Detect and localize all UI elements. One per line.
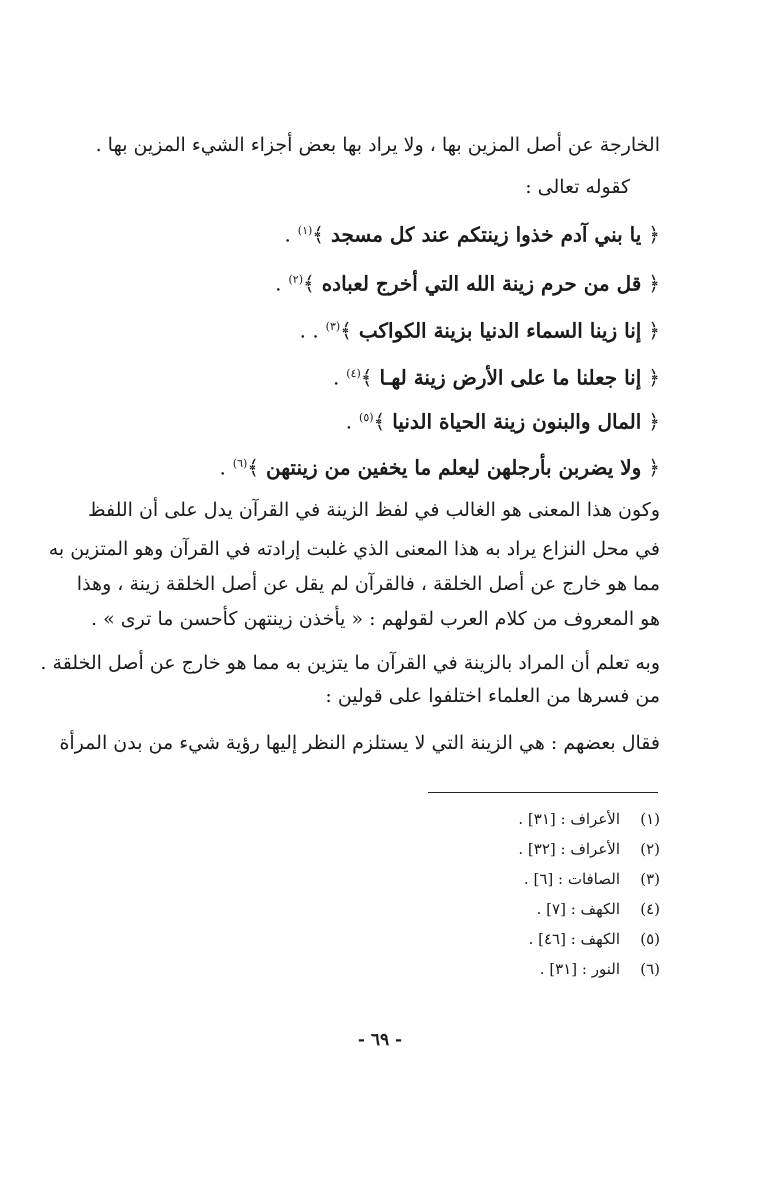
footnote-6 [540, 958, 660, 980]
verse-close-bracket: ﴾ [312, 222, 324, 247]
footnote-1 [518, 808, 660, 830]
footnote-number: (٥) [640, 930, 660, 948]
footnote-3 [524, 868, 660, 890]
footnote-ref: (٤) [346, 367, 361, 380]
paragraph-1-line-3: مما هو خارج عن أصل الخلقة ، فالقرآن لم يقل عن أصل الخلقة زينة ، وهذا [76, 573, 660, 595]
verse-tail: . [332, 365, 340, 390]
footnote-5 [529, 928, 660, 950]
verse-tail: . [219, 455, 226, 480]
verse-open-bracket: ﴿ [648, 409, 660, 434]
verse-4 [333, 358, 660, 394]
verse-3 [300, 311, 660, 347]
footnote-ref: (٥) [359, 411, 374, 424]
page-number: - ٦٩ - [357, 1030, 403, 1050]
verse-open-bracket: ﴿ [648, 318, 660, 343]
verse-tail: . [275, 271, 282, 296]
footnote-text: الكهف : [٤٦] . [528, 930, 620, 948]
verse-text: إنا زينا السماء الدنيا بزينة الكواكب [358, 318, 642, 343]
verse-1 [284, 215, 660, 251]
verse-open-bracket: ﴿ [648, 365, 660, 390]
verse-close-bracket: ﴾ [340, 318, 352, 343]
footnote-ref: (٢) [288, 273, 303, 286]
footnote-number: (٦) [640, 960, 660, 978]
paragraph-3-line-1: فقال بعضهم : هي الزينة التي لا يستلزم النظر إليها رؤية شيء من بدن المرأة [59, 732, 660, 754]
verse-open-bracket: ﴿ [648, 455, 660, 480]
footnote-text: الكهف : [٧] . [536, 900, 620, 918]
verse-open-bracket: ﴿ [648, 222, 660, 247]
footnote-text: النور : [٣١] . [539, 960, 620, 978]
footnote-2 [518, 838, 660, 860]
verse-text: قل من حرم زينة الله التي أخرج لعباده [321, 271, 642, 296]
footnote-number: (٣) [640, 870, 660, 888]
footnote-separator [428, 792, 658, 793]
verse-text: إنا جعلنا ما على الأرض زينة لهـا [379, 365, 642, 390]
footnote-number: (٤) [640, 900, 660, 918]
paragraph-2-line-2: من فسرها من العلماء اختلفوا على قولين : [325, 685, 660, 707]
verse-tail: . [284, 222, 291, 247]
verse-close-bracket: ﴾ [360, 365, 373, 390]
verse-text: يا بني آدم خذوا زينتكم عند كل مسجد [330, 222, 642, 247]
verse-close-bracket: ﴾ [247, 455, 259, 480]
footnote-ref: (٣) [325, 320, 341, 333]
paragraph-1-line-2: في محل النزاع يراد به هذا المعنى الذي غلبت إرادته في القرآن وهو المتزين به [48, 538, 660, 560]
verse-text: ولا يضربن بأرجلهن ليعلم ما يخفين من زينتهن [265, 455, 642, 480]
verse-text: المال والبنون زينة الحياة الدنيا [392, 409, 642, 434]
verse-5 [346, 402, 660, 438]
footnote-text: الصافات : [٦] . [523, 870, 620, 888]
verse-tail: . [345, 409, 353, 434]
paragraph-1-line-4: هو المعروف من كلام العرب لقولهم : « يأخذن زينتهن كأحسن ما ترى » . [91, 608, 660, 630]
verse-2 [275, 264, 660, 300]
footnote-ref: (٦) [232, 457, 248, 470]
verse-6 [219, 448, 660, 484]
body-line-2: كقوله تعالى : [525, 176, 630, 198]
footnote-4 [537, 898, 660, 920]
footnote-number: (٢) [640, 840, 660, 858]
verse-tail: . . [299, 318, 319, 343]
verse-close-bracket: ﴾ [373, 409, 386, 434]
paragraph-2-line-1: وبه تعلم أن المراد بالزينة في القرآن ما يتزين به مما هو خارج عن أصل الخلقة . [40, 652, 660, 674]
footnote-number: (١) [640, 810, 660, 828]
verse-open-bracket: ﴿ [648, 271, 660, 296]
footnote-ref: (١) [297, 224, 313, 237]
footnote-text: الأعراف : [٣١] . [518, 810, 620, 828]
paragraph-1-line-1: وكون هذا المعنى هو الغالب في لفظ الزينة في القرآن يدل على أن اللفظ [87, 499, 660, 521]
verse-close-bracket: ﴾ [303, 271, 315, 296]
footnote-text: الأعراف : [٣٢] . [518, 840, 620, 858]
body-line-1: الخارجة عن أصل المزين بها ، ولا يراد بها بعض أجزاء الشيء المزين بها . [95, 134, 660, 156]
